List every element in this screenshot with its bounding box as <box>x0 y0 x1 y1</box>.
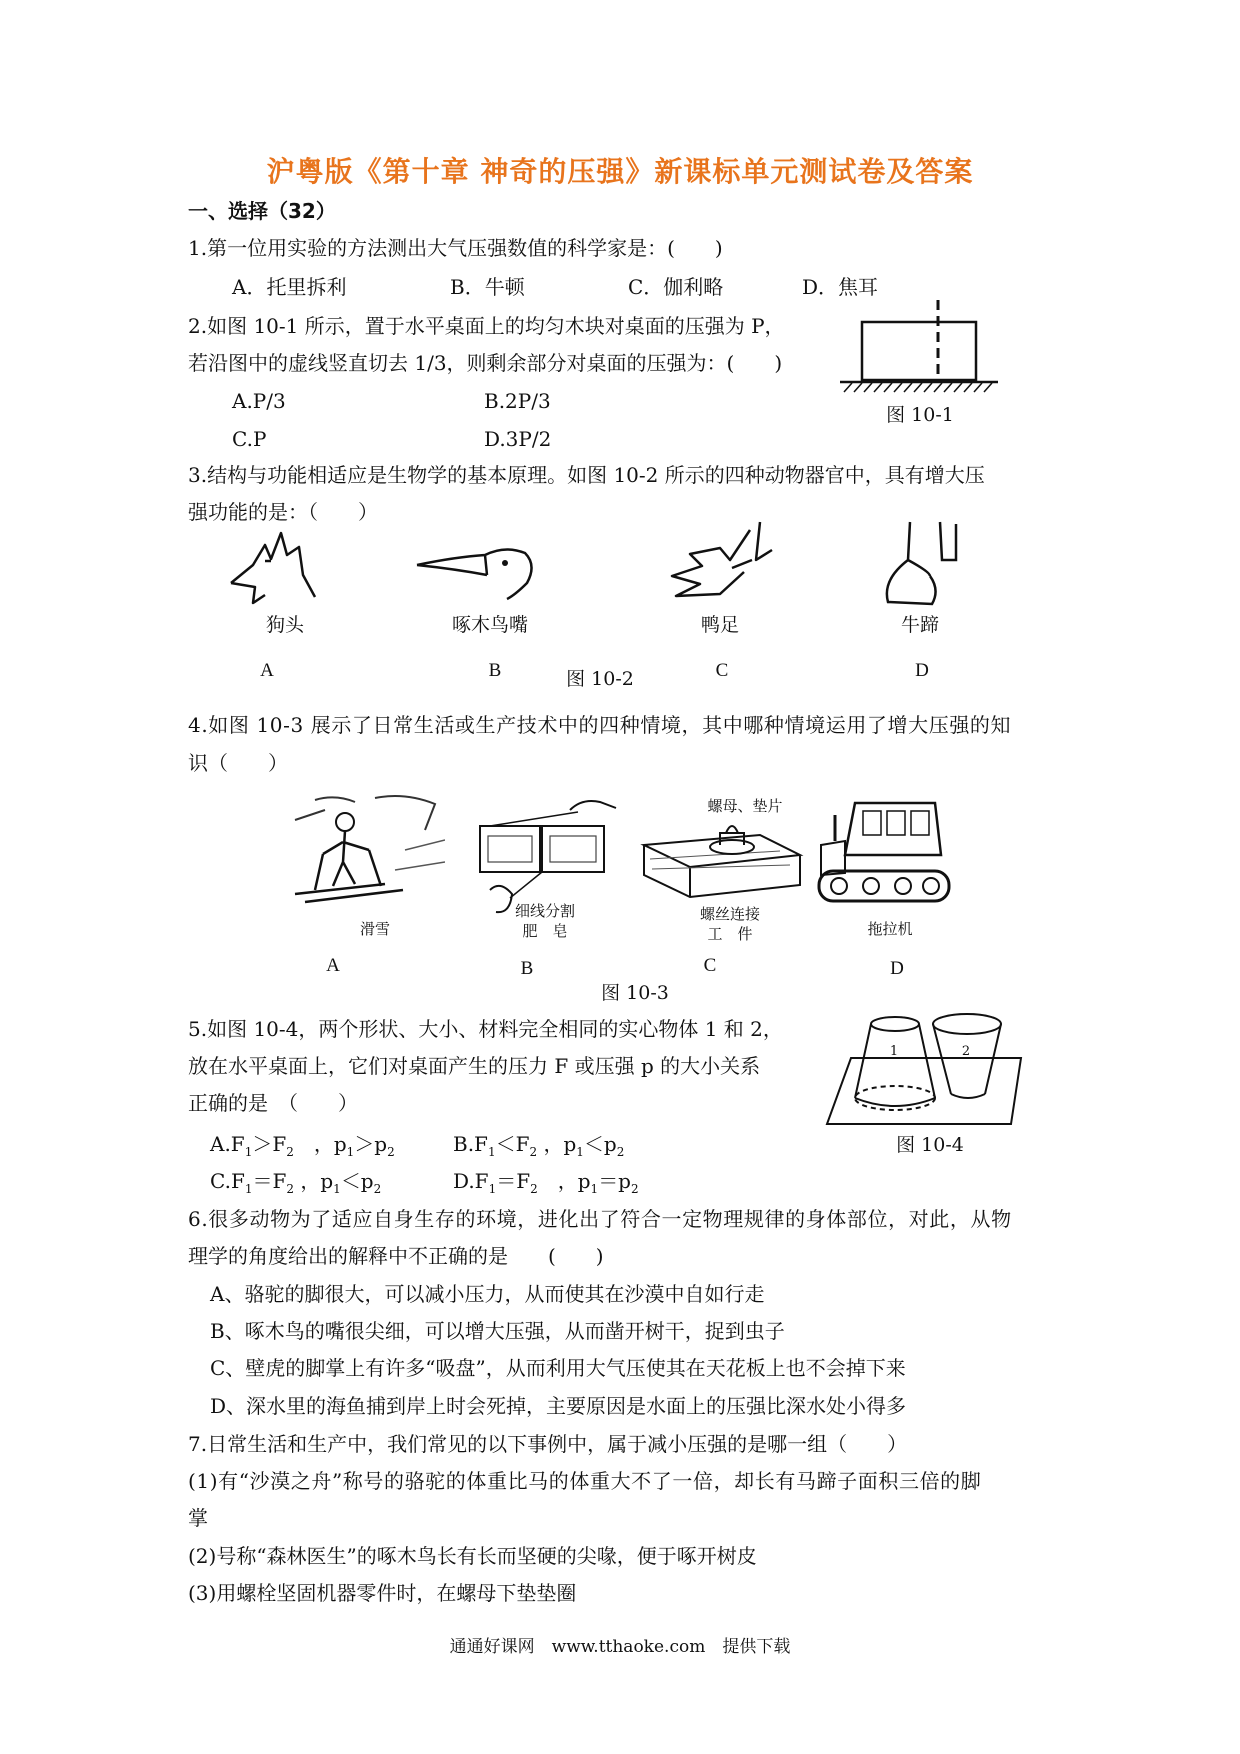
q4-letter-b: B <box>520 958 534 979</box>
q1-option-a: A．托里拆利 <box>232 275 347 299</box>
q7-stem: 7.日常生活和生产中，我们常见的以下事例中，属于减小压强的是哪一组（ ） <box>188 1432 908 1456</box>
q3-letter-b: B <box>488 660 502 681</box>
q7-item2: (2)号称“森林医生”的啄木鸟长有长而坚硬的尖喙，便于啄开树皮 <box>188 1544 757 1568</box>
figure-10-1-block-diagram <box>840 300 1010 400</box>
q6-option-b: B、啄木鸟的嘴很尖细，可以增大压强，从而凿开树干，捉到虫子 <box>210 1319 785 1343</box>
q5-option-a: $A.F_1>F_2$ ，$p_1>p_2$ <box>210 1132 395 1159</box>
q6-line1: 6.很多动物为了适应自身生存的环境，进化出了符合一定物理规律的身体部位，对此，从物 <box>188 1207 1012 1231</box>
figure-10-4-caption: 图 10-4 <box>896 1134 964 1156</box>
q1-option-c: C．伽利略 <box>628 275 724 299</box>
dog-head-icon <box>225 525 335 615</box>
animal-label-duck: 鸭足 <box>700 614 739 636</box>
page-footer: 通通好课网 www.tthaoke.com 提供下载 <box>449 1637 791 1657</box>
animal-label-cow: 牛蹄 <box>900 614 939 636</box>
q2-option-a: A.P/3 <box>232 389 286 413</box>
object-2-label: 2 <box>961 1044 971 1059</box>
q6-option-c: C、壁虎的脚掌上有许多“吸盘”，从而利用大气压使其在天花板上也不会掉下来 <box>210 1356 906 1380</box>
q3-letter-a: A <box>260 660 274 681</box>
page-title: 沪粤版《第十章 神奇的压强》新课标单元测试卷及答案 <box>266 155 974 188</box>
q2-option-c: C.P <box>232 427 267 451</box>
tractor-scene-icon <box>815 795 955 915</box>
q6-option-d: D、深水里的海鱼捕到岸上时会死掉，主要原因是水面上的压强比深水处小得多 <box>210 1394 907 1418</box>
q2-line1: 2.如图 10-1 所示，置于水平桌面上的均匀木块对桌面的压强为 P， <box>188 314 785 338</box>
figure-10-4-cones-diagram <box>825 1010 1025 1130</box>
q4-line2: 识（ ） <box>188 751 288 775</box>
q5-line1: 5.如图 10-4，两个形状、大小、材料完全相同的实心物体 1 和 2， <box>188 1017 783 1041</box>
skiing-scene-icon <box>285 790 445 920</box>
q1-option-d: D．焦耳 <box>802 275 879 299</box>
q7-item3: (3)用螺栓坚固机器零件时，在螺母下垫垫圈 <box>188 1581 577 1605</box>
object-1-label: 1 <box>889 1044 899 1059</box>
scene-c-label-2: 工 件 <box>707 925 753 943</box>
bolt-connection-scene-icon <box>640 815 810 915</box>
scene-c-top-label: 螺母、垫片 <box>707 797 783 815</box>
q3-line2: 强功能的是：（ ） <box>188 500 378 524</box>
q3-letter-d: D <box>915 660 929 681</box>
scene-b-label-2: 肥 皂 <box>522 922 568 940</box>
q2-line2: 若沿图中的虚线竖直切去 1/3，则剩余部分对桌面的压强为：( ) <box>188 351 783 375</box>
q2-option-d: D.3P/2 <box>484 427 552 451</box>
scene-a-label: 滑雪 <box>359 920 390 938</box>
q6-option-a: A、骆驼的脚很大，可以减小压力，从而使其在沙漠中自如行走 <box>210 1282 765 1306</box>
scene-d-label: 拖拉机 <box>867 920 913 938</box>
figure-10-3-caption: 图 10-3 <box>601 982 669 1004</box>
q3-letter-c: C <box>715 660 729 681</box>
figure-10-2-caption: 图 10-2 <box>566 668 634 690</box>
q5-line3: 正确的是 （ ） <box>188 1091 358 1115</box>
q1-option-b: B．牛顿 <box>450 275 525 299</box>
scene-b-label-1: 细线分割 <box>514 902 575 920</box>
q7-item1-line2: 掌 <box>188 1506 208 1530</box>
q4-letter-a: A <box>326 955 340 976</box>
q1-stem: 1.第一位用实验的方法测出大气压强数值的科学家是：( ) <box>188 236 723 260</box>
q4-letter-c: C <box>703 955 717 976</box>
q7-item1-line1: (1)有“沙漠之舟”称号的骆驼的体重比马的体重大不了一倍，却长有马蹄子面积三倍的脚 <box>188 1469 982 1493</box>
woodpecker-beak-icon <box>415 535 545 605</box>
duck-foot-icon <box>660 520 780 610</box>
q2-option-b: B.2P/3 <box>484 389 551 413</box>
cow-hoof-icon <box>870 520 970 610</box>
scene-c-label-1: 螺丝连接 <box>699 905 760 923</box>
q6-line2: 理学的角度给出的解释中不正确的是 ( ) <box>188 1244 604 1268</box>
q5-option-d: $D.F_1=F_2$ ，$p_1=p_2$ <box>453 1169 639 1196</box>
animal-label-dog: 狗头 <box>265 614 304 636</box>
q5-option-b: $B.F_1<F_2$ ，$p_1<p_2$ <box>453 1132 625 1159</box>
q4-letter-d: D <box>890 958 904 979</box>
section-heading: 一、选择（32） <box>188 199 336 223</box>
q5-line2: 放在水平桌面上，它们对桌面产生的压力 F 或压强 p 的大小关系 <box>188 1054 761 1078</box>
q4-line1: 4.如图 10-3 展示了日常生活或生产技术中的四种情境，其中哪种情境运用了增大压强的知 <box>188 713 1012 737</box>
figure-10-1-caption: 图 10-1 <box>886 404 954 426</box>
q3-line1: 3.结构与功能相适应是生物学的基本原理。如图 10-2 所示的四种动物器官中，具有增大压 <box>188 463 985 487</box>
q5-option-c: $C.F_1=F_2$ ，$p_1<p_2$ <box>210 1169 382 1196</box>
animal-label-woodpecker: 啄木鸟嘴 <box>451 614 528 636</box>
